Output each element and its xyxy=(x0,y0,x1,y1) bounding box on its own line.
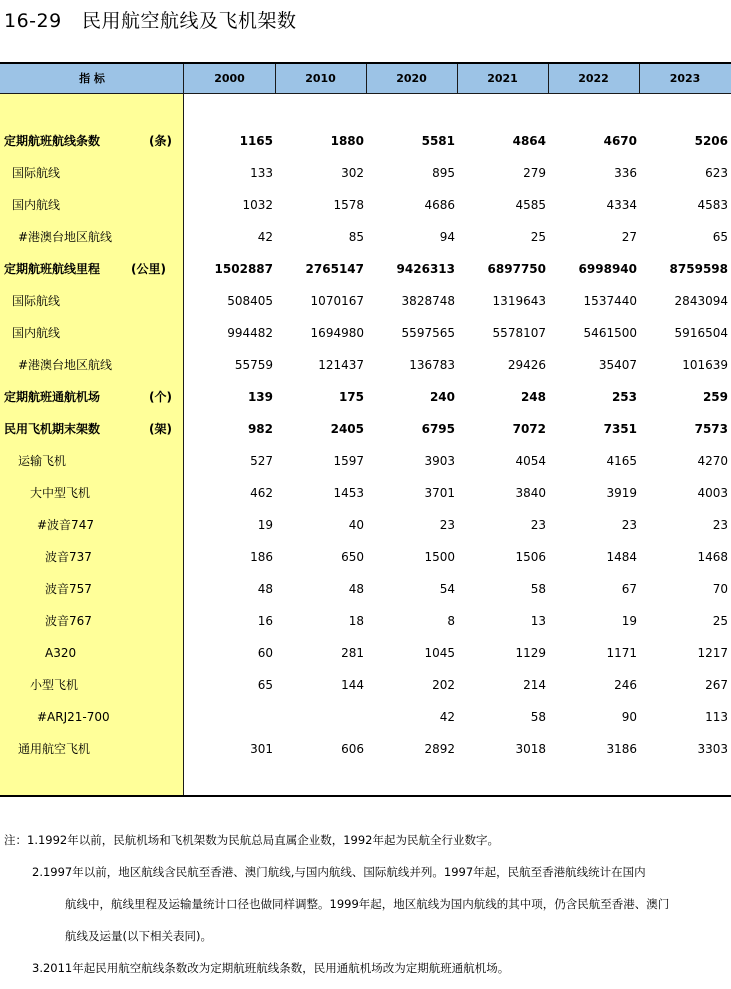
cell-2000: 994482 xyxy=(227,326,273,340)
table-title: 民用航空航线及飞机架数 xyxy=(82,10,297,32)
table-row xyxy=(0,317,731,349)
cell-2010: 48 xyxy=(348,582,364,596)
cell-2022: 4334 xyxy=(606,198,637,212)
cell-2021: 3840 xyxy=(515,486,546,500)
cell-2022: 7351 xyxy=(603,422,637,436)
cell-2000: 133 xyxy=(250,166,273,180)
cell-2023: 113 xyxy=(705,710,728,724)
cell-2023: 65 xyxy=(712,230,728,244)
cell-2023: 23 xyxy=(712,518,728,532)
row-label: 国际航线 xyxy=(12,294,61,308)
cell-2023: 267 xyxy=(705,678,728,692)
cell-2020: 54 xyxy=(439,582,455,596)
table-number: 16-29 xyxy=(4,10,62,32)
header-divider xyxy=(639,64,640,93)
cell-2010 xyxy=(276,701,364,733)
cell-2000: 1502887 xyxy=(214,262,273,276)
data-table xyxy=(0,62,731,796)
cell-2010: 302 xyxy=(341,166,364,180)
row-label: 定期航班航线条数 xyxy=(4,134,101,148)
cell-2000: 1032 xyxy=(242,198,273,212)
cell-2023: 5916504 xyxy=(674,326,728,340)
table-row xyxy=(0,701,731,733)
cell-2022: 1171 xyxy=(606,646,637,660)
cell-2023: 4583 xyxy=(697,198,728,212)
cell-2021: 13 xyxy=(530,614,546,628)
cell-2000: 19 xyxy=(257,518,273,532)
cell-2022: 6998940 xyxy=(578,262,637,276)
cell-2020: 2892 xyxy=(424,742,455,756)
table-row xyxy=(0,637,731,669)
cell-2023: 1217 xyxy=(697,646,728,660)
cell-2021: 4585 xyxy=(515,198,546,212)
row-label: 波音767 xyxy=(45,614,92,628)
header-divider xyxy=(457,64,458,93)
cell-2020: 136783 xyxy=(409,358,455,372)
row-label: 波音737 xyxy=(45,550,92,564)
table-row xyxy=(0,221,731,253)
cell-2010: 650 xyxy=(341,550,364,564)
cell-2010: 281 xyxy=(341,646,364,660)
cell-2020: 23 xyxy=(439,518,455,532)
cell-2000: 527 xyxy=(250,454,273,468)
cell-2010: 1880 xyxy=(330,134,364,148)
row-label: #港澳台地区航线 xyxy=(18,358,113,372)
cell-2023: 623 xyxy=(705,166,728,180)
header-year-2023: 2023 xyxy=(669,72,701,85)
row-unit: (条) xyxy=(149,134,172,148)
row-label: 民用飞机期末架数 xyxy=(4,422,101,436)
cell-2000: 55759 xyxy=(234,358,273,372)
table-row xyxy=(0,157,731,189)
table-row xyxy=(0,125,731,157)
header-year-2000: 2000 xyxy=(214,72,245,85)
cell-2020: 9426313 xyxy=(396,262,455,276)
cell-2021: 25 xyxy=(530,230,546,244)
table-row xyxy=(0,733,731,765)
cell-2022: 253 xyxy=(611,390,637,404)
row-unit: (个) xyxy=(149,390,172,404)
header-indicator: 指 标 xyxy=(79,72,105,85)
cell-2021: 23 xyxy=(530,518,546,532)
row-label: #ARJ21-700 xyxy=(37,710,110,724)
cell-2022: 4670 xyxy=(603,134,637,148)
cell-2021: 58 xyxy=(530,582,546,596)
cell-2010: 85 xyxy=(348,230,364,244)
table-row xyxy=(0,285,731,317)
cell-2000: 139 xyxy=(247,390,273,404)
table-row xyxy=(0,605,731,637)
cell-2022: 5461500 xyxy=(583,326,637,340)
cell-2023: 7573 xyxy=(694,422,728,436)
footnote-2-line-3: 航线及运量(以下相关表同)。 xyxy=(65,929,212,943)
row-label: 大中型飞机 xyxy=(30,486,91,500)
cell-2000 xyxy=(185,701,273,733)
table-row xyxy=(0,509,731,541)
cell-2022: 246 xyxy=(614,678,637,692)
cell-2022: 3186 xyxy=(606,742,637,756)
cell-2020: 240 xyxy=(429,390,455,404)
cell-2010: 1453 xyxy=(333,486,364,500)
cell-2010: 175 xyxy=(338,390,364,404)
table-row xyxy=(0,541,731,573)
row-label: 通用航空飞机 xyxy=(18,742,91,756)
table-row xyxy=(0,445,731,477)
row-label: 国内航线 xyxy=(12,326,61,340)
cell-2010: 1070167 xyxy=(310,294,364,308)
cell-2010: 40 xyxy=(348,518,364,532)
cell-2023: 70 xyxy=(712,582,728,596)
row-label: 定期航班通航机场 xyxy=(4,390,101,404)
row-label: #波音747 xyxy=(37,518,94,532)
table-row xyxy=(0,477,731,509)
cell-2021: 1129 xyxy=(515,646,546,660)
table-row xyxy=(0,669,731,701)
cell-2021: 248 xyxy=(520,390,546,404)
header-divider xyxy=(548,64,549,93)
cell-2022: 19 xyxy=(621,614,637,628)
row-unit: (架) xyxy=(149,422,172,436)
cell-2010: 1578 xyxy=(333,198,364,212)
row-label: 波音757 xyxy=(45,582,92,596)
cell-2000: 48 xyxy=(257,582,273,596)
cell-2023: 4270 xyxy=(697,454,728,468)
footnote-2-line-2: 航线中，航线里程及运输量统计口径也做同样调整。1999年起，地区航线为国内航线的其中项，仍含民航至香港、澳门 xyxy=(65,897,670,911)
cell-2020: 5581 xyxy=(421,134,455,148)
cell-2023: 101639 xyxy=(682,358,728,372)
cell-2010: 606 xyxy=(341,742,364,756)
table-row xyxy=(0,189,731,221)
header-year-2022: 2022 xyxy=(578,72,609,85)
cell-2010: 1597 xyxy=(333,454,364,468)
cell-2010: 2765147 xyxy=(305,262,364,276)
cell-2020: 94 xyxy=(439,230,455,244)
cell-2000: 60 xyxy=(257,646,273,660)
cell-2023: 1468 xyxy=(697,550,728,564)
header-year-2010: 2010 xyxy=(305,72,336,85)
table-row xyxy=(0,573,731,605)
cell-2021: 58 xyxy=(530,710,546,724)
cell-2023: 4003 xyxy=(697,486,728,500)
footnote-3: 3.2011年起民用航空航线条数改为定期航班航线条数，民用通航机场改为定期航班通航机场。 xyxy=(32,961,510,975)
cell-2021: 29426 xyxy=(507,358,546,372)
header-year-2021: 2021 xyxy=(487,72,518,85)
cell-2022: 3919 xyxy=(606,486,637,500)
cell-2022: 4165 xyxy=(606,454,637,468)
cell-2022: 1537440 xyxy=(583,294,637,308)
row-label: 国内航线 xyxy=(12,198,61,212)
table-row xyxy=(0,253,731,285)
cell-2020: 4686 xyxy=(424,198,455,212)
header-divider xyxy=(366,64,367,93)
header-divider xyxy=(183,64,184,93)
cell-2010: 18 xyxy=(348,614,364,628)
cell-2020: 1500 xyxy=(424,550,455,564)
table-bottom-rule xyxy=(0,795,731,797)
table-row xyxy=(0,413,731,445)
cell-2000: 1165 xyxy=(239,134,273,148)
cell-2022: 35407 xyxy=(598,358,637,372)
table-row xyxy=(0,381,731,413)
cell-2021: 3018 xyxy=(515,742,546,756)
cell-2020: 1045 xyxy=(424,646,455,660)
cell-2010: 1694980 xyxy=(310,326,364,340)
cell-2020: 895 xyxy=(432,166,455,180)
cell-2000: 65 xyxy=(257,678,273,692)
cell-2022: 336 xyxy=(614,166,637,180)
cell-2022: 23 xyxy=(621,518,637,532)
cell-2023: 8759598 xyxy=(669,262,728,276)
row-label: 定期航班航线里程 xyxy=(4,262,101,276)
cell-2020: 5597565 xyxy=(401,326,455,340)
row-label: 运输飞机 xyxy=(18,454,67,468)
cell-2021: 7072 xyxy=(512,422,546,436)
cell-2000: 16 xyxy=(257,614,273,628)
cell-2022: 1484 xyxy=(606,550,637,564)
cell-2021: 6897750 xyxy=(487,262,546,276)
cell-2023: 25 xyxy=(712,614,728,628)
cell-2020: 3828748 xyxy=(401,294,455,308)
row-label: #港澳台地区航线 xyxy=(18,230,113,244)
table-row xyxy=(0,349,731,381)
cell-2000: 462 xyxy=(250,486,273,500)
cell-2023: 259 xyxy=(702,390,728,404)
row-label: 小型飞机 xyxy=(30,678,79,692)
footnote-1: 注：1.1992年以前，民航机场和飞机架数为民航总局直属企业数，1992年起为民航全行业数字。 xyxy=(4,833,500,847)
row-unit: (公里) xyxy=(131,262,166,276)
cell-2022: 90 xyxy=(621,710,637,724)
cell-2020: 3701 xyxy=(424,486,455,500)
cell-2000: 508405 xyxy=(227,294,273,308)
cell-2021: 1506 xyxy=(515,550,546,564)
cell-2000: 982 xyxy=(247,422,273,436)
row-label: 国际航线 xyxy=(12,166,61,180)
cell-2020: 6795 xyxy=(421,422,455,436)
cell-2022: 27 xyxy=(621,230,637,244)
cell-2000: 186 xyxy=(250,550,273,564)
footnote-2-line-1: 2.1997年以前，地区航线含民航至香港、澳门航线,与国内航线、国际航线并列。1997年起，民航至香港航线统计在国内 xyxy=(32,865,646,879)
cell-2021: 4864 xyxy=(512,134,546,148)
cell-2022: 67 xyxy=(621,582,637,596)
header-year-2020: 2020 xyxy=(396,72,427,85)
cell-2020: 202 xyxy=(432,678,455,692)
page-title xyxy=(4,6,297,33)
row-label: A320 xyxy=(45,646,77,660)
cell-2000: 42 xyxy=(257,230,273,244)
cell-2021: 5578107 xyxy=(492,326,546,340)
cell-2020: 3903 xyxy=(424,454,455,468)
cell-2010: 144 xyxy=(341,678,364,692)
cell-2000: 301 xyxy=(250,742,273,756)
header-divider xyxy=(275,64,276,93)
cell-2023: 5206 xyxy=(694,134,728,148)
cell-2021: 1319643 xyxy=(492,294,546,308)
cell-2023: 2843094 xyxy=(674,294,728,308)
cell-2010: 121437 xyxy=(318,358,364,372)
cell-2021: 214 xyxy=(523,678,546,692)
cell-2020: 8 xyxy=(447,614,455,628)
cell-2021: 279 xyxy=(523,166,546,180)
cell-2021: 4054 xyxy=(515,454,546,468)
cell-2023: 3303 xyxy=(697,742,728,756)
cell-2010: 2405 xyxy=(330,422,364,436)
cell-2020: 42 xyxy=(439,710,455,724)
